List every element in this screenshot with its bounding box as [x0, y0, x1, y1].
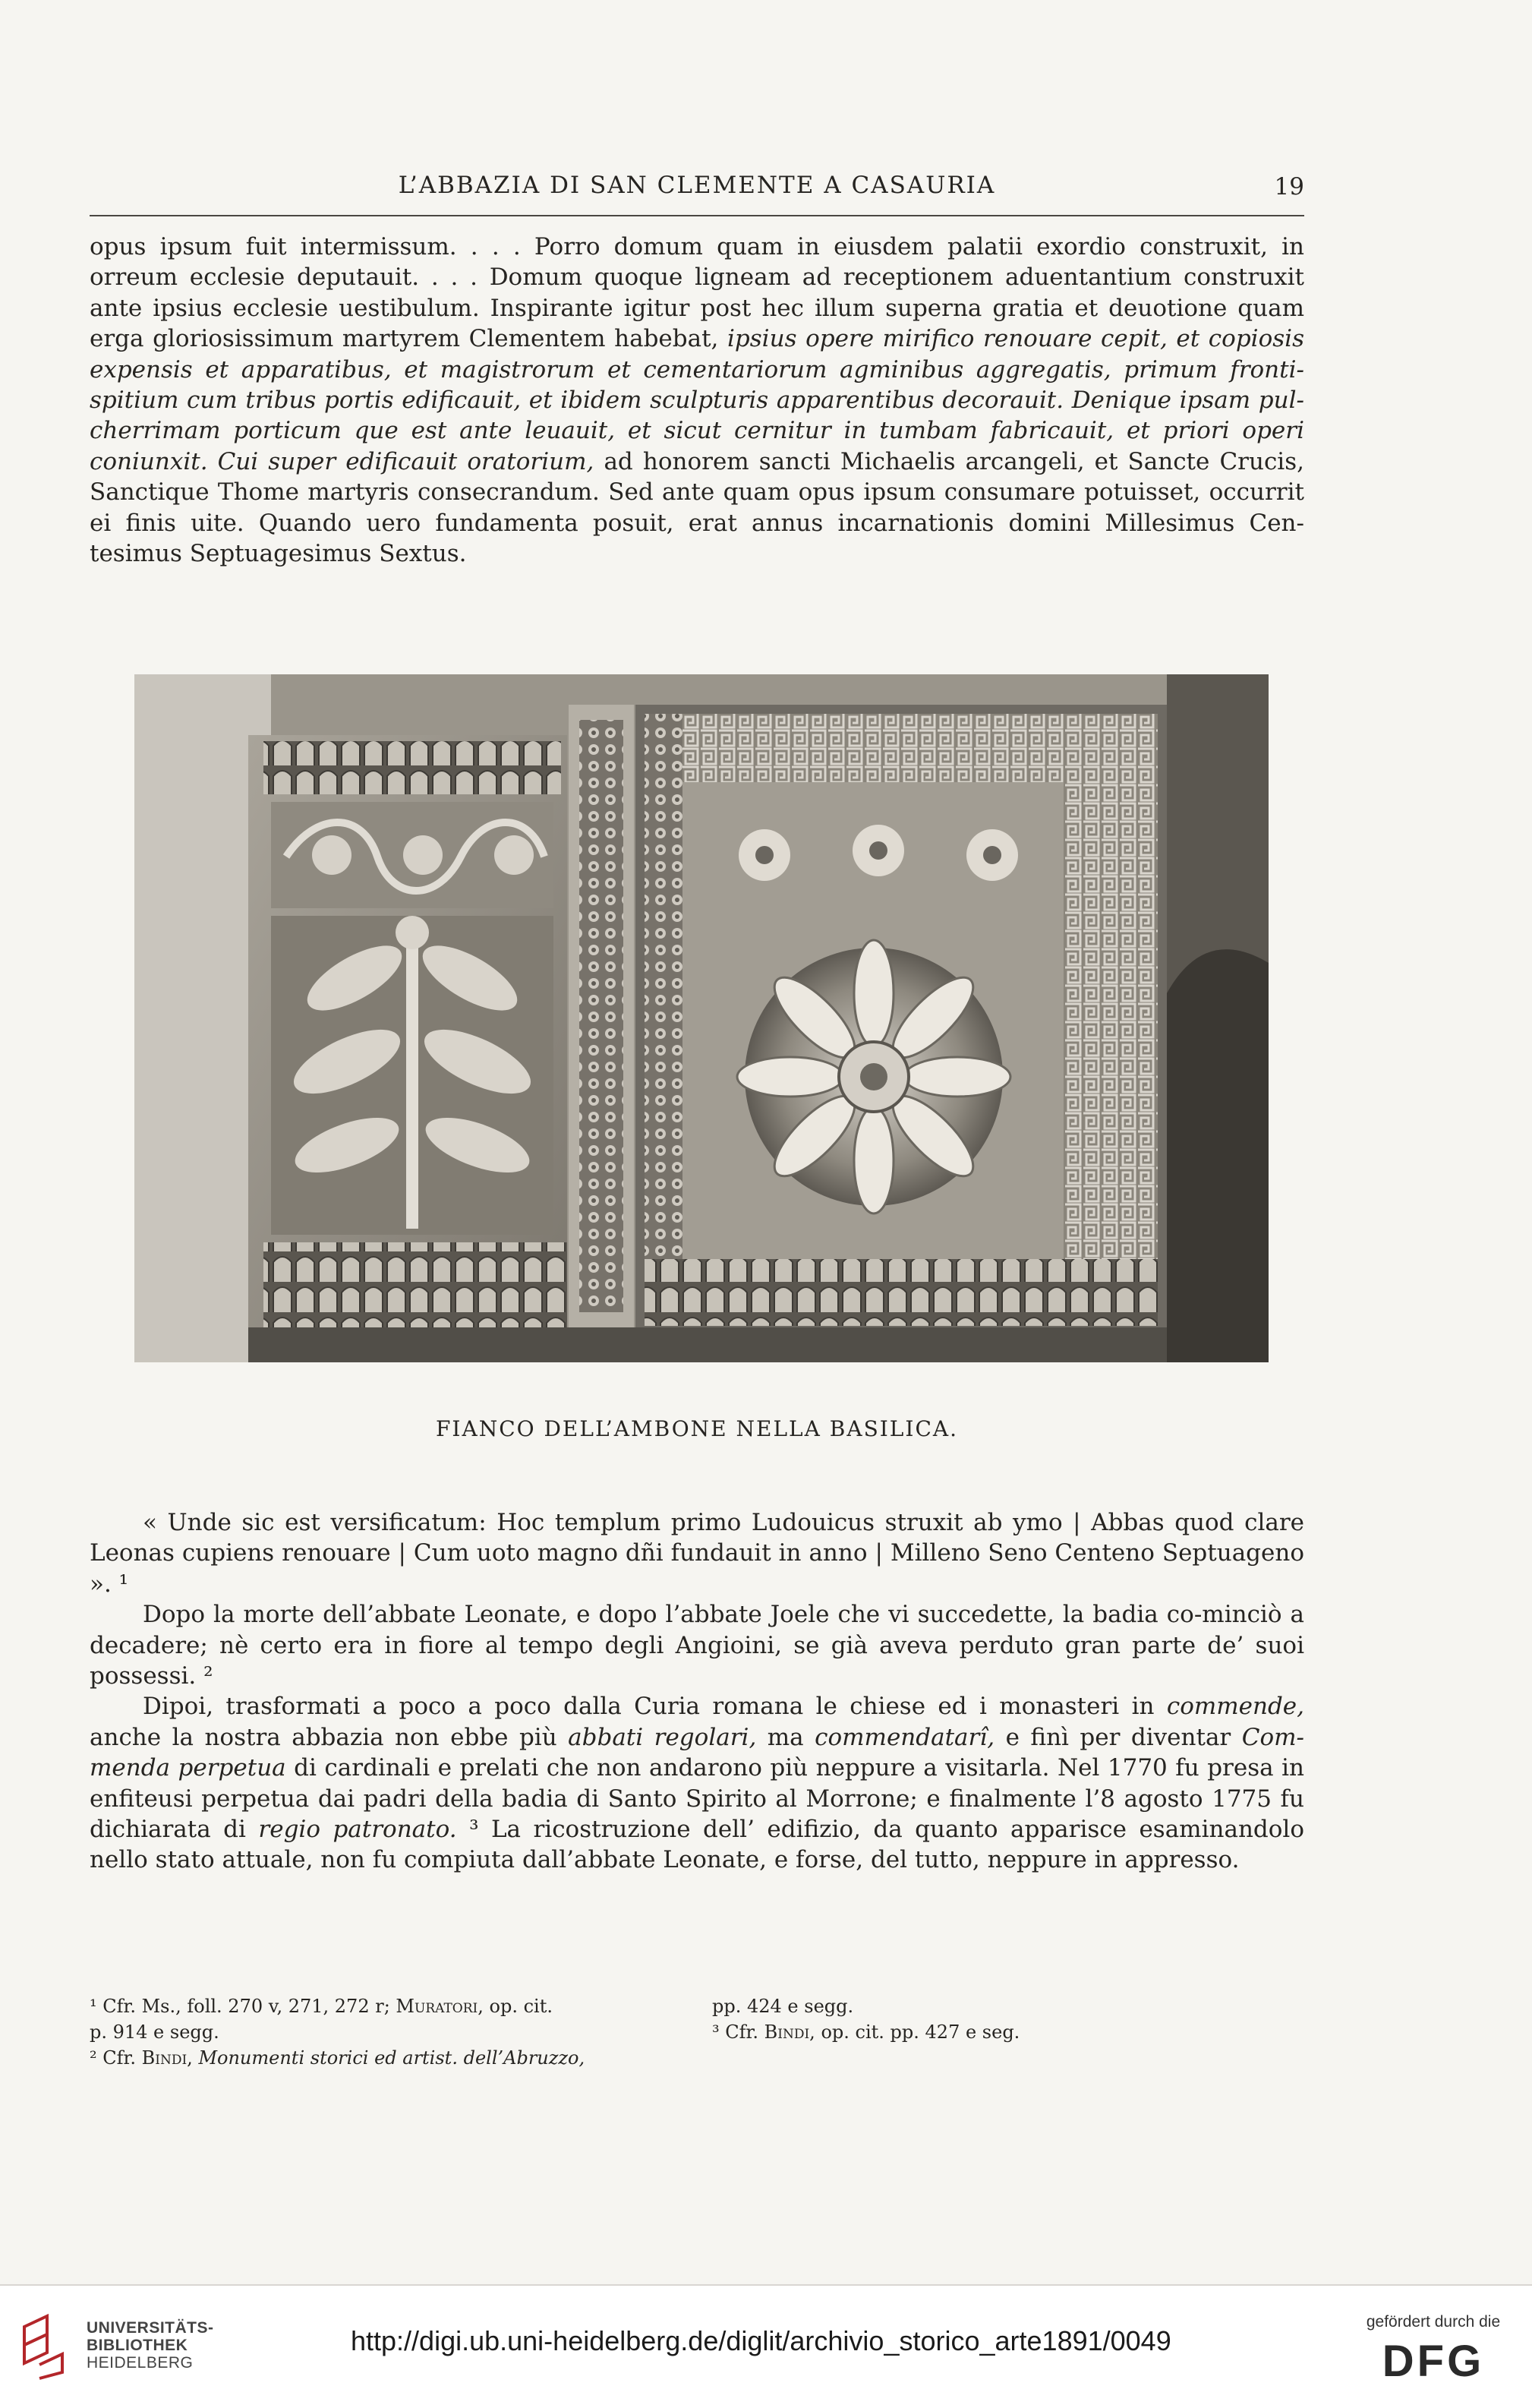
dfg-logo: DFG: [1382, 2337, 1485, 2386]
latin-paragraph: [90, 232, 1304, 569]
verse-quote: « Unde sic est versificatum: Hoc templum primo Ludouicus struxit ab ymo | Abbas quod clare Leonas cupiens renouare | Cum uoto magno dñi fundauit in anno | Milleno Seno Centeno Septuageno ». ¹: [90, 1509, 1304, 1598]
footnote-3: [712, 2019, 1020, 2045]
text-run: e finì per diventar: [1005, 1723, 1231, 1751]
footnote-text: p. 914 e segg.: [90, 2021, 219, 2043]
footnote-text: ¹ Cfr. Ms., foll. 270 v, 271, 272 r;: [90, 1996, 390, 2017]
paragraph-decline: Dopo la morte dell’abbate Leonate, e dopo l’abbate Joele che vi succedette, la badia co-minciò a decadere; nè certo era in fiore al tempo degli Angioini, se già aveva perduto gran parte de’ suoi possessi. ²: [90, 1601, 1304, 1690]
latin-text-2: ad honorem sancti Michaelis arcangeli, et Sancte Crucis, Sanctique Thome martyris consecrandum. Sed ante quam opus ipsum consumare potuisset, occurrit ei finis uite. Quando uero fundamenta posuit, erat annus incarnationis domini Millesimus Cen-tesimus Septuagesimus Sextus.: [90, 447, 1304, 568]
sponsor-block: [1357, 2313, 1509, 2386]
latin-text-1: opus ipsum fuit intermissum. . . . Porro domum quam in eiusdem palatii exordio construxit, in orreum ecclesie deputauit. . . . Domum quoque ligneam ad receptionem aduentantium construxit ante ipsius ecclesie uestibulum. Inspirante igitur post hec illum superna gratia et deuotione quam erga gloriosissimum martyrem Clementem habebat,: [90, 233, 1304, 353]
footnote-author: Bindi,: [141, 2047, 193, 2069]
footnote-title: Monumenti storici ed artist. dell’Abruzzo,: [198, 2047, 585, 2069]
ambo-photograph: [134, 674, 1269, 1362]
running-header: [90, 169, 1304, 202]
footnote-text: op. cit. pp. 427 e seg.: [821, 2021, 1020, 2043]
italic-term: commendatarî,: [815, 1723, 995, 1751]
italic-term: abbati regolari,: [568, 1723, 757, 1751]
text-run: di cardinali e prelati che non andarono più neppure a visitarla. Nel 1770 fu presa in enfiteusi perpetua dai padri della badia di Santo Spirito al Morrone; e finalmente l’8 agosto 1775 fu dichiarata di: [90, 1754, 1304, 1844]
digitization-footer: [0, 2284, 1532, 2408]
text-run: ³ La ricostruzione dell’ edifizio, da quanto apparisce esaminandolo nello stato attuale, non fu compiuta dall’abbate Leonate, e forse, del tutto, neppure in appresso.: [90, 1816, 1304, 1874]
footnote-2: [90, 2045, 1304, 2071]
library-name: [87, 2319, 214, 2372]
header-rule: [90, 215, 1304, 216]
italic-term: Com-menda perpetua: [90, 1723, 1304, 1782]
italic-term: commende,: [1166, 1693, 1304, 1721]
text-run: anche la nostra abbazia non ebbe più: [90, 1723, 557, 1751]
italic-term: regio patronato.: [258, 1816, 457, 1844]
figure-caption: FIANCO DELL’AMBONE NELLA BASILICA.: [435, 1416, 959, 1441]
footnote-text: ² Cfr.: [90, 2047, 136, 2069]
library-name-line: UNIVERSITÄTS-: [87, 2319, 214, 2337]
footnote-pages: pp. 424 e segg.: [712, 1996, 854, 2017]
running-title: L’ABBAZIA DI SAN CLEMENTE A CASAURIA: [398, 172, 996, 199]
body-text-top: [90, 232, 1304, 569]
footnote-1: [90, 1993, 1304, 2019]
university-library-logo-icon: [17, 2312, 70, 2380]
library-name-line: HEIDELBERG: [87, 2354, 194, 2372]
footnotes: [90, 1993, 1304, 2071]
page-number: 19: [1274, 173, 1304, 200]
footnote-text: ³ Cfr.: [712, 2021, 758, 2043]
footnote-author: Muratori,: [396, 1996, 484, 2017]
text-run: ma: [767, 1723, 804, 1751]
body-text-bottom: [90, 1507, 1304, 1876]
text-run: Dipoi, trasformati a poco a poco dalla Curia romana le chiese ed i monasteri in: [143, 1693, 1155, 1721]
paragraph-commende: [90, 1691, 1304, 1875]
permalink-url[interactable]: http://digi.ub.uni-heidelberg.de/diglit/archivio_storico_arte1891/0049: [351, 2325, 1171, 2356]
footnote-1-continued: [90, 2019, 1304, 2045]
sponsor-text: gefördert durch die: [1366, 2313, 1501, 2331]
latin-text-italic: ipsius opere mirifico renouare cepit, et copiosis expensis et apparatibus, et magistrorum et cementariorum agminibus aggregatis, primum fronti-spitium cum tribus portis edificauit, et ibidem sculpturis apparentibus decorauit. Denique ipsam pul-cherrimam porticum que est ante leuauit, et sicut cernitur in tumbam fabricauit, et priori operi coniunxit. Cui super edificauit oratorium,: [90, 325, 1304, 475]
ambo-relief-illustration: [134, 674, 1269, 1362]
footnote-author: Bindi,: [764, 2021, 815, 2043]
library-name-line: BIBLIOTHEK: [87, 2337, 188, 2354]
footnote-text: op. cit.: [489, 1996, 553, 2017]
